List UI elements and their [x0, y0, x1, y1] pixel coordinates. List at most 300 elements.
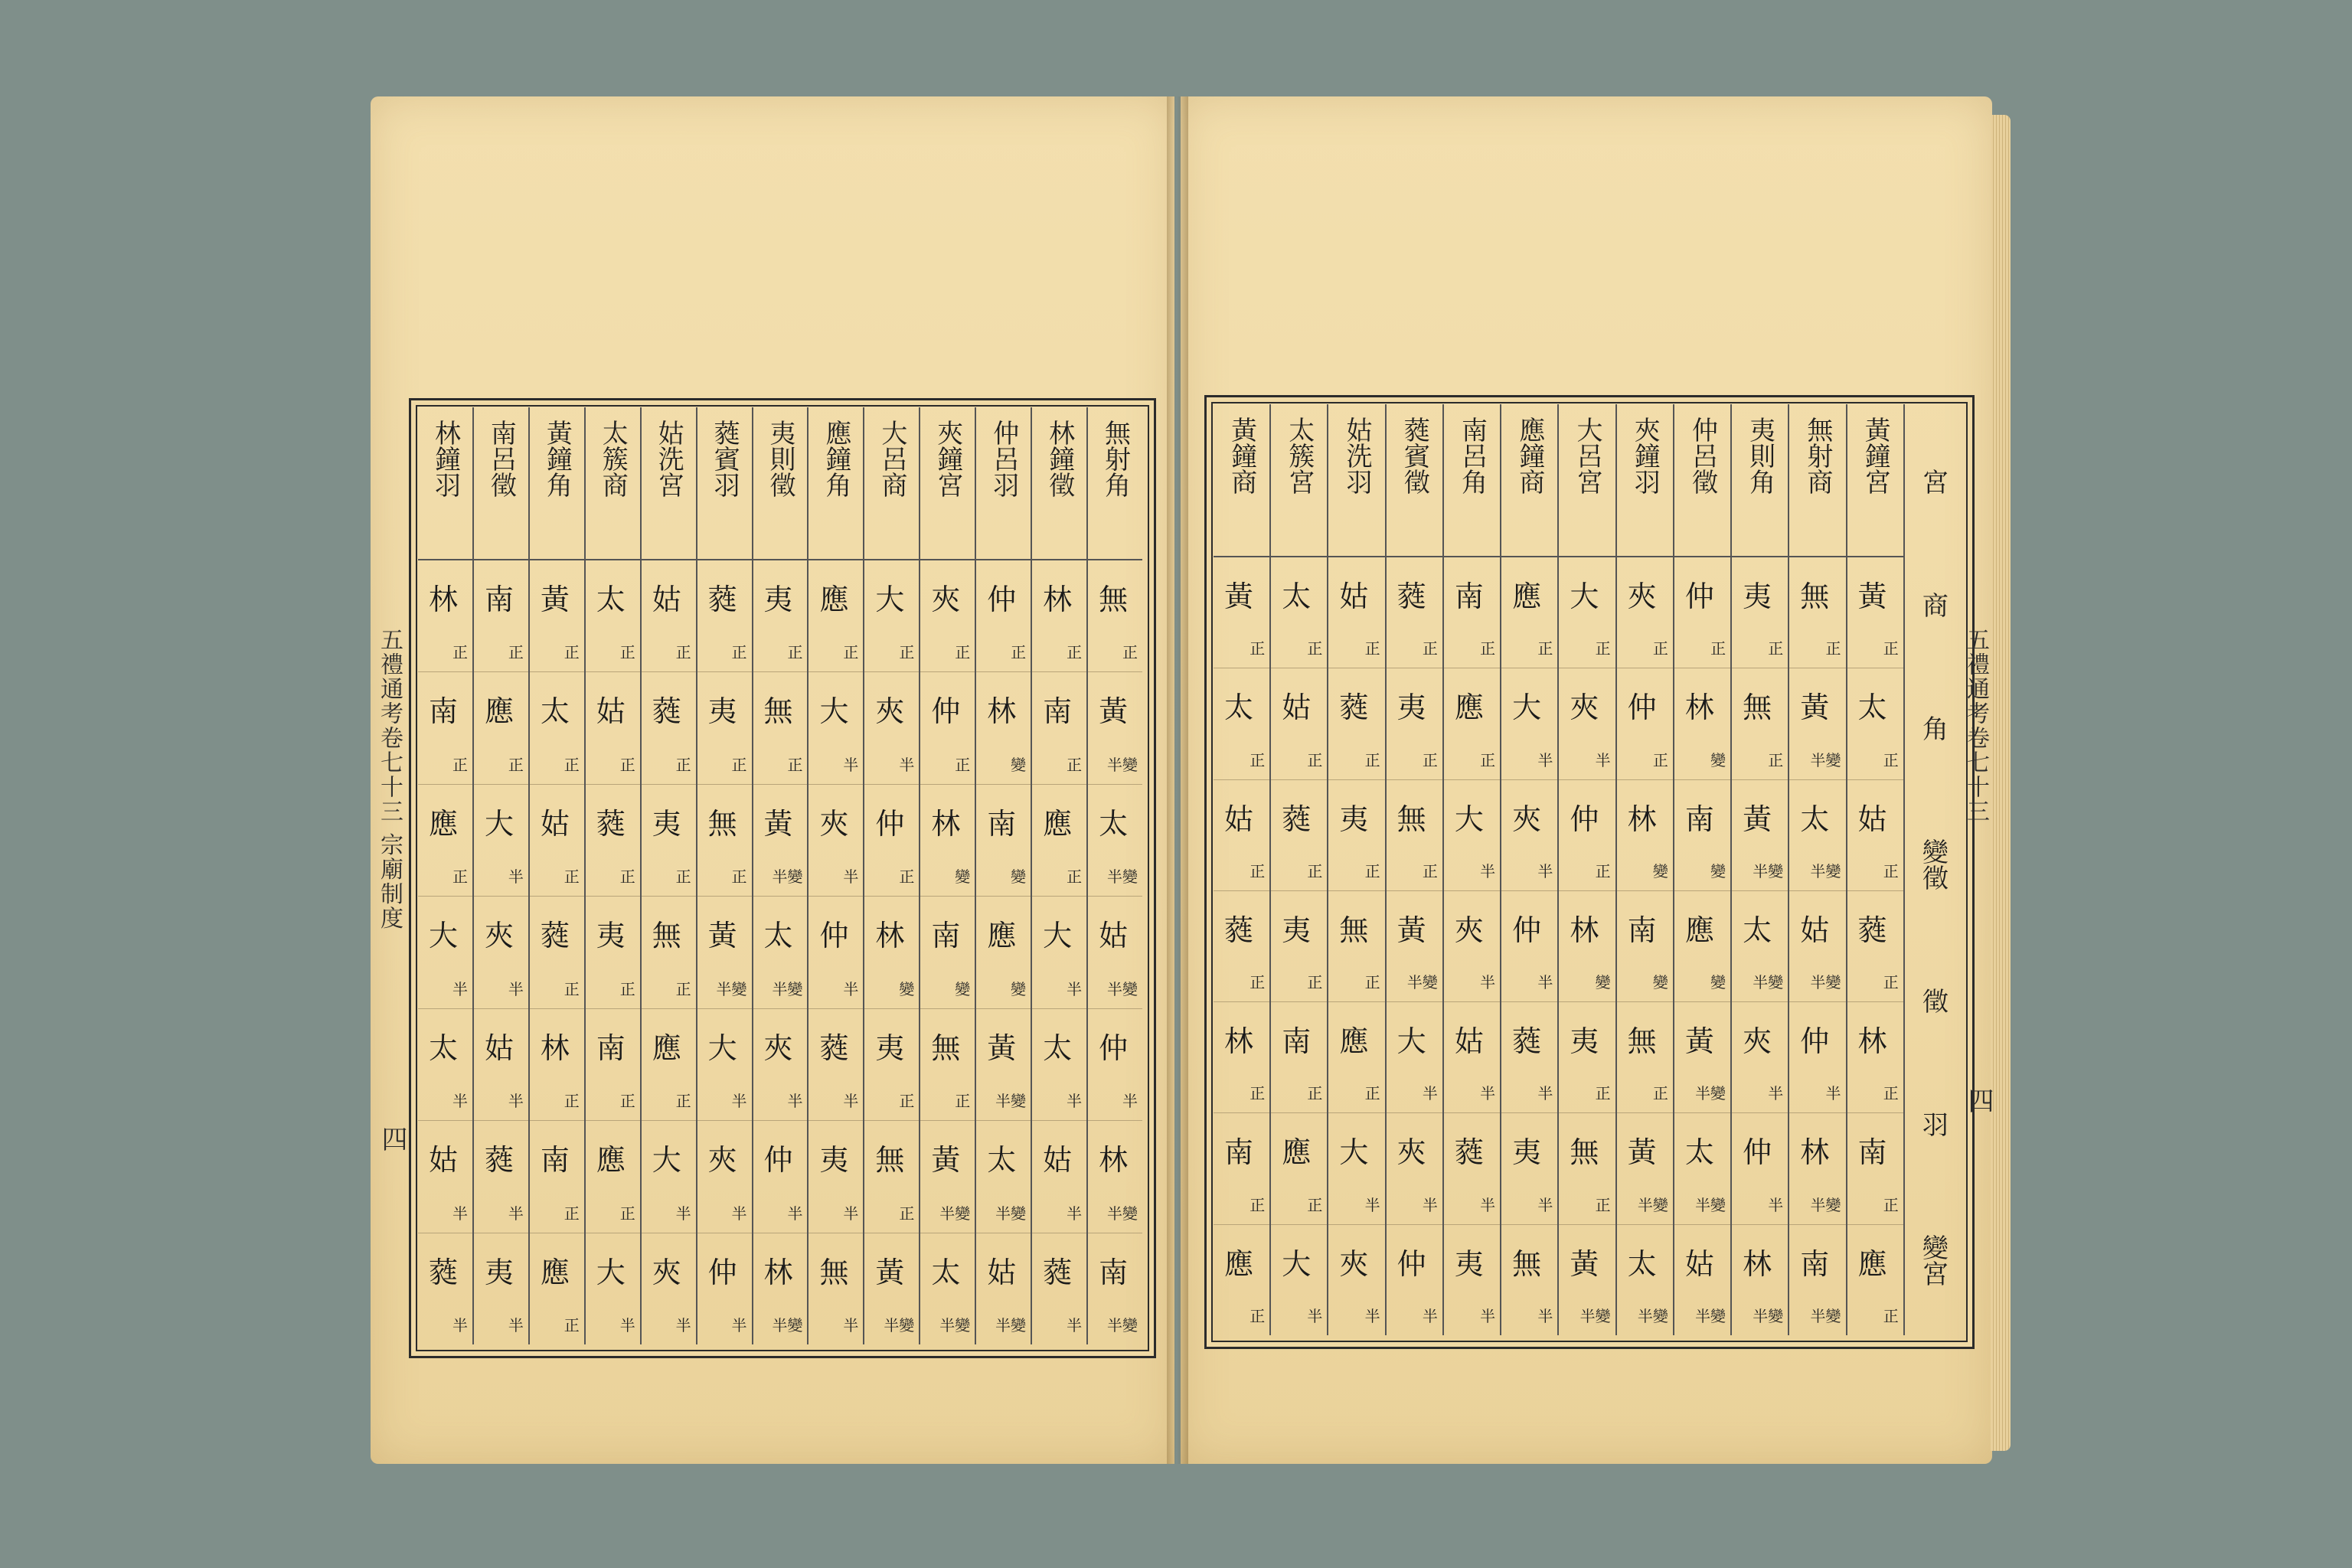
table-cell: [920, 897, 975, 1008]
note-char: 大: [596, 1255, 626, 1289]
header-char: 黃: [541, 420, 573, 446]
note-tag: 半變: [1107, 979, 1138, 998]
note-char: 黃: [1223, 580, 1253, 613]
header-char: 徵: [1687, 469, 1718, 495]
column-header: [418, 407, 472, 560]
note-char: 蕤: [1223, 913, 1253, 947]
note-char: 黃: [875, 1255, 905, 1289]
note-tag: 正: [1595, 639, 1611, 658]
note-tag: 正: [1122, 643, 1138, 662]
note-char: 林: [763, 1255, 793, 1289]
note-char: 無: [1743, 691, 1772, 725]
right-margin-title: 五禮通考卷七十三: [1962, 628, 1989, 824]
header-char: 鐘: [541, 446, 573, 472]
note-tag: 半變: [772, 1315, 803, 1334]
note-tag: 正: [731, 643, 747, 662]
note-tag: 變: [1652, 973, 1668, 992]
note-char: 夷: [652, 806, 681, 841]
table-cell: [418, 560, 472, 672]
header-char: 羽: [988, 472, 1019, 498]
table-cell: [1387, 1113, 1442, 1224]
column-header: [642, 407, 696, 560]
header-char: 姑: [653, 420, 684, 446]
table-cell: [1617, 780, 1673, 891]
table-column: [696, 407, 752, 1344]
note-char: 姑: [1223, 802, 1253, 836]
note-tag: 正: [899, 1204, 915, 1223]
header-char: 林: [430, 420, 461, 446]
note-char: 應: [1282, 1135, 1312, 1170]
note-char: 夷: [484, 1255, 514, 1289]
table-cell: [1444, 668, 1500, 779]
note-char: 無: [652, 919, 681, 953]
note-tag: 正: [1067, 867, 1083, 887]
note-tag: 半: [508, 867, 524, 887]
note-tag: 半變: [772, 979, 803, 998]
table-cell: [753, 785, 808, 897]
table-cell: [753, 1009, 808, 1121]
note-char: 大: [1043, 919, 1073, 953]
table-cell: [474, 897, 528, 1008]
header-char: 姑: [1341, 416, 1373, 443]
table-cell: [864, 785, 919, 897]
header-char: 宮: [1283, 469, 1315, 495]
table-cell: [1501, 1225, 1557, 1335]
table-column: [975, 407, 1031, 1344]
table-cell: [418, 1233, 472, 1344]
table-cell: [474, 1233, 528, 1344]
note-char: 姑: [1857, 802, 1887, 836]
note-tag: 半: [1307, 1306, 1323, 1325]
note-char: 仲: [1396, 1246, 1426, 1281]
note-char: 仲: [819, 919, 849, 953]
table-cell: [1328, 668, 1384, 779]
table-cell: [1214, 557, 1269, 668]
note-char: 林: [987, 694, 1017, 729]
note-tag: 半變: [939, 1204, 971, 1223]
note-tag: 正: [1250, 750, 1266, 769]
note-char: 無: [1396, 802, 1426, 836]
note-char: 南: [1857, 1135, 1887, 1170]
table-column: [1615, 404, 1673, 1335]
table-cell: [1559, 557, 1615, 668]
table-cell: [1789, 1225, 1845, 1335]
note-char: 姑: [1454, 1024, 1484, 1059]
note-tag: 半變: [1810, 1306, 1841, 1325]
table-column: [472, 407, 528, 1344]
note-char: 南: [1282, 1024, 1312, 1059]
note-char: 夷: [819, 1143, 849, 1178]
note-tag: 正: [1480, 639, 1496, 658]
note-char: 南: [484, 583, 514, 616]
note-char: 太: [1684, 1135, 1714, 1170]
note-tag: 半: [508, 1092, 524, 1111]
table-cell: [1444, 1002, 1500, 1113]
note-char: 姑: [1339, 580, 1369, 613]
table-cell: [642, 785, 696, 897]
table-column: [1673, 404, 1730, 1335]
table-cell: [1328, 891, 1384, 1002]
table-cell: [1088, 785, 1142, 897]
note-tag: 正: [564, 979, 580, 998]
note-char: 蕤: [1339, 691, 1369, 725]
note-tag: 半: [1480, 1084, 1496, 1103]
column-header: [1444, 404, 1500, 557]
table-cell: [1328, 1225, 1384, 1335]
note-char: 南: [540, 1143, 570, 1178]
note-tag: 正: [1250, 1084, 1266, 1103]
note-tag: 正: [564, 643, 580, 662]
note-char: 林: [540, 1031, 570, 1065]
note-tag: 半: [1422, 1084, 1438, 1103]
note-tag: 正: [1307, 861, 1323, 880]
header-char: 徵: [1399, 469, 1430, 495]
note-tag: 半: [1480, 1195, 1496, 1214]
note-tag: 半: [1537, 1084, 1553, 1103]
note-tag: 正: [1883, 1195, 1899, 1214]
table-cell: [1847, 1225, 1903, 1335]
table-cell: [753, 560, 808, 672]
table-cell: [864, 1233, 919, 1344]
note-tag: 半: [843, 867, 859, 887]
note-char: 仲: [1512, 913, 1542, 947]
book-gutter: [1167, 96, 1188, 1464]
table-cell: [1559, 1002, 1615, 1113]
note-tag: 正: [1768, 750, 1784, 769]
table-cell: [642, 1121, 696, 1233]
table-cell: [1501, 780, 1557, 891]
table-column: [640, 407, 696, 1344]
note-char: 南: [1627, 913, 1657, 947]
note-char: 太: [1743, 913, 1772, 947]
note-char: 太: [1800, 802, 1830, 836]
table-column: [584, 407, 640, 1344]
table-cell: [1617, 668, 1673, 779]
note-char: 無: [707, 806, 737, 841]
header-char: 鐘: [1629, 443, 1661, 469]
header-char: 商: [1514, 469, 1545, 495]
header-char: 夷: [1744, 416, 1775, 443]
table-cell: [753, 1121, 808, 1233]
note-char: 黃: [1627, 1135, 1657, 1170]
note-char: 無: [1339, 913, 1369, 947]
table-cell: [1732, 668, 1788, 779]
note-tag: 半變: [1695, 1084, 1726, 1103]
table-cell: [1732, 1225, 1788, 1335]
note-char: 無: [1099, 583, 1129, 616]
note-char: 姑: [484, 1031, 514, 1065]
note-tag: 變: [1652, 861, 1668, 880]
column-header: [1674, 404, 1730, 557]
note-tag: 半: [1364, 1306, 1380, 1325]
header-char: 宮: [653, 472, 684, 498]
note-char: 夷: [1743, 580, 1772, 613]
header-char: 羽: [709, 472, 740, 498]
header-char: 賓: [709, 446, 740, 472]
note-char: 南: [1099, 1255, 1129, 1289]
header-char: 徵: [485, 472, 517, 498]
table-cell: [864, 560, 919, 672]
table-cell: [474, 1121, 528, 1233]
left-page-number: 四: [377, 1125, 407, 1153]
header-char: 徵: [1917, 988, 1949, 1014]
note-tag: 半變: [1637, 1306, 1668, 1325]
table-cell: [1789, 668, 1845, 779]
table-cell: [1271, 891, 1327, 1002]
header-char: 羽: [1917, 1111, 1949, 1138]
header-char: 賓: [1399, 443, 1430, 469]
note-tag: 半變: [716, 979, 747, 998]
note-tag: 半變: [1107, 867, 1138, 887]
note-tag: 半: [843, 1315, 859, 1334]
note-char: 蕤: [652, 694, 681, 729]
note-char: 林: [1099, 1143, 1129, 1178]
note-char: 應: [1223, 1246, 1253, 1281]
table-cell: [1444, 557, 1500, 668]
note-tag: 半: [675, 1204, 691, 1223]
header-char: 太: [597, 420, 629, 446]
column-header: [1387, 404, 1442, 557]
note-char: 夾: [875, 694, 905, 729]
note-tag: 半變: [884, 1315, 915, 1334]
left-table: [418, 407, 1142, 1344]
table-cell: [642, 897, 696, 1008]
header-char: 宮: [1571, 469, 1602, 495]
column-header: [1214, 404, 1269, 557]
table-cell: [864, 897, 919, 1008]
note-char: 南: [1800, 1246, 1830, 1281]
note-tag: 正: [1364, 1084, 1380, 1103]
table-cell: [808, 672, 863, 784]
table-cell: [1271, 780, 1327, 891]
note-tag: 正: [675, 979, 691, 998]
table-cell: [1789, 1113, 1845, 1224]
note-tag: 變: [1710, 750, 1726, 769]
header-char: 角: [1744, 469, 1775, 495]
table-cell: [1617, 891, 1673, 1002]
note-tag: 正: [787, 643, 803, 662]
note-tag: 半: [1595, 750, 1611, 769]
column-header: [1559, 404, 1615, 557]
note-char: 夾: [819, 806, 849, 841]
note-tag: 半變: [1753, 1306, 1784, 1325]
table-cell: [864, 1121, 919, 1233]
note-tag: 正: [899, 1092, 915, 1111]
note-tag: 半: [1768, 1195, 1784, 1214]
table-cell: [642, 1009, 696, 1121]
note-tag: 半變: [1107, 755, 1138, 774]
note-tag: 正: [1307, 1195, 1323, 1214]
table-cell: [1088, 1121, 1142, 1233]
note-tag: 半: [843, 1204, 859, 1223]
note-tag: 正: [1595, 1084, 1611, 1103]
note-tag: 正: [1250, 861, 1266, 880]
table-cell: [1847, 1002, 1903, 1113]
note-char: 無: [1800, 580, 1830, 613]
header-char: 角: [1917, 714, 1949, 741]
table-column: [1086, 407, 1142, 1344]
note-tag: 半: [508, 1315, 524, 1334]
right-page-number: 四: [1963, 1087, 1994, 1115]
table-cell: [1501, 1113, 1557, 1224]
table-cell: [418, 785, 472, 897]
table-cell: [1674, 1002, 1730, 1113]
column-header: [1789, 404, 1845, 557]
table-cell: [418, 1009, 472, 1121]
note-tag: 正: [619, 1092, 635, 1111]
note-tag: 正: [452, 755, 468, 774]
header-char: 角: [820, 472, 851, 498]
note-tag: 正: [1537, 639, 1553, 658]
table-cell: [920, 560, 975, 672]
table-cell: [1847, 780, 1903, 891]
table-cell: [1032, 897, 1086, 1008]
note-char: 黃: [1570, 1246, 1599, 1281]
note-tag: 半: [787, 1204, 803, 1223]
note-tag: 正: [1422, 861, 1438, 880]
note-char: 太: [1099, 806, 1129, 841]
note-char: 無: [1512, 1246, 1542, 1281]
note-tag: 半變: [1810, 973, 1841, 992]
table-cell: [1444, 780, 1500, 891]
right-table: [1214, 404, 1961, 1335]
note-tag: 正: [1422, 750, 1438, 769]
header-char: 夷: [765, 420, 795, 446]
table-cell: [1444, 891, 1500, 1002]
table-cell: [1559, 891, 1615, 1002]
note-tag: 半變: [772, 867, 803, 887]
header-char: 夾: [1629, 416, 1661, 443]
table-cell: [530, 1233, 584, 1344]
header-char: 鐘: [932, 446, 963, 472]
note-tag: 正: [564, 867, 580, 887]
note-char: 黃: [931, 1143, 961, 1178]
header-char: 變宮: [1917, 1234, 1949, 1287]
note-tag: 正: [1768, 639, 1784, 658]
note-tag: 變: [955, 979, 971, 998]
note-char: 仲: [1800, 1024, 1830, 1059]
note-char: 太: [429, 1031, 459, 1065]
note-char: 應: [1857, 1246, 1887, 1281]
note-char: 黃: [763, 806, 793, 841]
note-tag: 正: [1307, 750, 1323, 769]
note-char: 仲: [763, 1143, 793, 1178]
table-column: [1557, 404, 1615, 1335]
table-cell: [1271, 557, 1327, 668]
note-char: 南: [987, 806, 1017, 841]
table-cell: [1088, 1233, 1142, 1344]
table-cell: [1387, 1002, 1442, 1113]
note-char: 太: [931, 1255, 961, 1289]
note-char: 林: [931, 806, 961, 841]
note-tag: 正: [787, 755, 803, 774]
header-char: 射: [1099, 446, 1131, 472]
note-char: 南: [1454, 580, 1484, 613]
header-char: 應: [820, 420, 851, 446]
note-char: 仲: [707, 1255, 737, 1289]
table-cell: [1847, 1113, 1903, 1224]
table-cell: [1271, 1002, 1327, 1113]
note-tag: 半: [787, 1092, 803, 1111]
note-char: 無: [1570, 1135, 1599, 1170]
note-tag: 正: [955, 755, 971, 774]
note-char: 林: [1684, 691, 1714, 725]
note-tag: 正: [1825, 639, 1841, 658]
table-column: [528, 407, 584, 1344]
note-tag: 半變: [1810, 750, 1841, 769]
note-tag: 正: [1307, 973, 1323, 992]
note-char: 南: [1223, 1135, 1253, 1170]
header-char: 大: [876, 420, 907, 446]
table-cell: [1032, 672, 1086, 784]
note-tag: 半: [1537, 1306, 1553, 1325]
note-char: 應: [652, 1031, 681, 1065]
note-char: 林: [1627, 802, 1657, 836]
note-tag: 半: [508, 979, 524, 998]
note-tag: 半: [1122, 1092, 1138, 1111]
note-tag: 正: [619, 643, 635, 662]
table-cell: [976, 1121, 1031, 1233]
table-cell: [586, 1233, 640, 1344]
note-tag: 正: [619, 979, 635, 998]
note-tag: 正: [731, 867, 747, 887]
note-char: 蕤: [1282, 802, 1312, 836]
note-char: 黃: [1684, 1024, 1714, 1059]
table-cell: [1088, 560, 1142, 672]
note-char: 大: [652, 1143, 681, 1178]
table-cell: [753, 897, 808, 1008]
table-cell: [642, 560, 696, 672]
note-char: 蕤: [819, 1031, 849, 1065]
note-char: 夾: [1743, 1024, 1772, 1059]
header-char: 黃: [1226, 416, 1257, 443]
note-tag: 正: [1067, 755, 1083, 774]
table-cell: [586, 1121, 640, 1233]
table-cell: [418, 897, 472, 1008]
table-cell: [418, 1121, 472, 1233]
table-cell: [1214, 1002, 1269, 1113]
note-tag: 正: [564, 1092, 580, 1111]
note-tag: 正: [843, 643, 859, 662]
table-cell: [1559, 1113, 1615, 1224]
table-cell: [1271, 1113, 1327, 1224]
note-char: 應: [429, 806, 459, 841]
page-edges: [1991, 115, 2011, 1451]
table-column: [1327, 404, 1384, 1335]
table-cell: [976, 785, 1031, 897]
table-cell: [808, 560, 863, 672]
note-tag: 正: [675, 867, 691, 887]
table-cell: [753, 672, 808, 784]
header-char: 商: [597, 472, 629, 498]
note-tag: 正: [675, 755, 691, 774]
table-cell: [1732, 780, 1788, 891]
note-tag: 正: [1250, 973, 1266, 992]
note-char: 夾: [1339, 1246, 1369, 1281]
note-tag: 正: [955, 643, 971, 662]
table-cell: [474, 672, 528, 784]
table-cell: [1214, 1113, 1269, 1224]
table-cell: [1674, 780, 1730, 891]
table-cell: [586, 560, 640, 672]
note-char: 姑: [1099, 919, 1129, 953]
note-char: 蕤: [1043, 1255, 1073, 1289]
note-char: 應: [596, 1143, 626, 1178]
note-char: 林: [875, 919, 905, 953]
table-cell: [920, 1233, 975, 1344]
note-tag: 正: [619, 755, 635, 774]
note-char: 大: [1282, 1246, 1312, 1281]
